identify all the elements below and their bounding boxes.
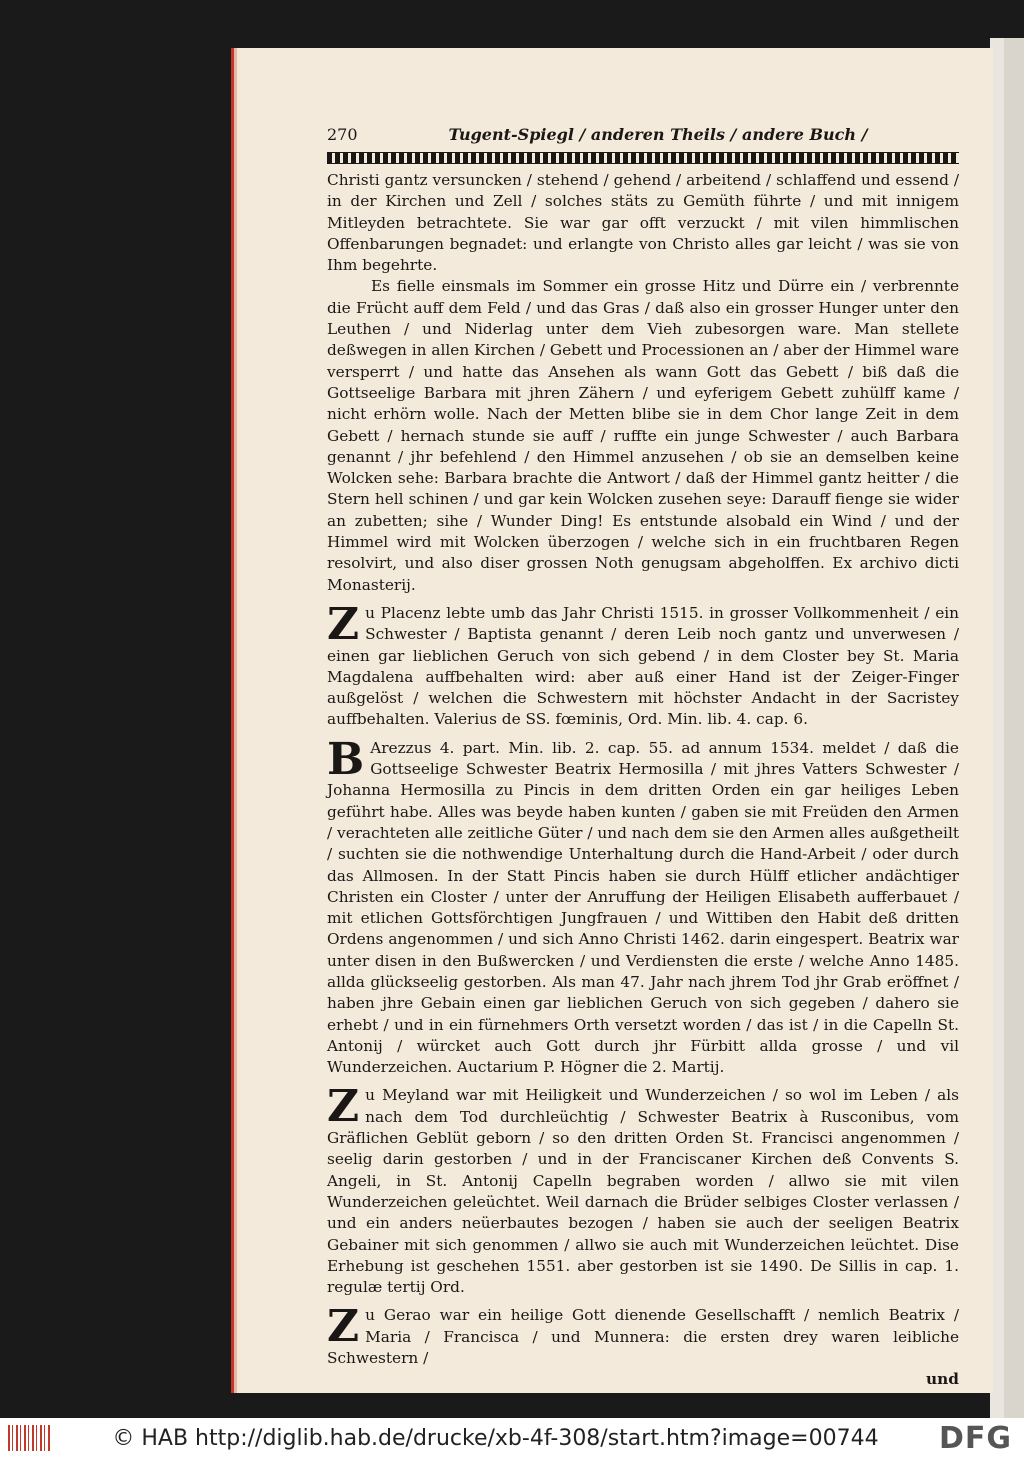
entry-text: Arezzus 4. part. Min. lib. 2. cap. 55. ad annum 1534. meldet / daß die Gottseelige Schwester Beatrix Hermosilla / mit jhres Vatters Schwester / Johanna Hermosilla zu Pincis in dem dritten Orden ein gar heiliges Leben geführt habe. Alles was beyde haben kunten / gaben sie mit Freüden den Armen / verachteten alle zeitliche Güter / und nach dem sie den Armen alles außgetheilt / suchten sie die nothwendige Unterhaltung durch die Hand-Arbeit / oder durch das Allmosen. In der Statt Pincis haben sie durch Hülff etlicher andächtiger Christen ein Closter / unter der Anruffung der Heiligen Elisabeth aufferbauet / mit etlichen Gottsförchtigen Jungfrauen / und Wittiben den Habit deß dritten Ordens angenommen / und sich Anno Christi 1462. darin eingespert. Beatrix war unter disen in den Bußwercken / und Verdiensten die erste / welche Anno 1485. allda glückseelig gestorben. Als man 47. Jahr nach jhrem Tod jhr Grab eröffnet / haben jhre Gebain einen gar lieblichen Geruch von sich gegeben / dahero sie erhebt / und in ein fürnehmers Orth versetzt worden / das ist / in die Capelln St. Antonij / würcket auch Gott durch jhr Fürbitt allda grosse / und vil Wunderzeichen. Auctarium P. Högner die 2. Martij. bbox=[327, 738, 959, 1077]
paragraph-drought-miracle: Es fielle einsmals im Sommer ein grosse Hitz und Dürre ein / verbrennte die Frücht auff dem Feld / und das Gras / daß also ein grosser Hunger unter den Leuthen / und Niderlag unter dem Vieh zubesorgen ware. Man stellete deßwegen in allen Kirchen / Gebett und Processionen an / aber der Himmel ware versperrt / und hatte das Ansehen als wann Gott das Gebett / biß daß die Gottseelige Barbara mit jhren Zähern / und eyferigem Gebett zuhülff kame / nicht erhörn wolle. Nach der Metten blibe sie in dem Chor lange Zeit in dem Gebett / hernach stunde sie auff / ruffte ein junge Schwester / auch Barbara genannt / jhr befehlend / den Himmel anzusehen / ob sie an demselben keine Wolcken sehe: Barbara brachte die Antwort / daß der Himmel gantz heitter / die Stern hell schinen / und gar kein Wolcken zusehen seye: Darauff fienge sie wider an zubetten; sihe / Wunder Ding! Es entstunde alsobald ein Wind / und der Himmel wird mit Wolcken überzogen / welche sich in ein fruchtbaren Regen resolvirt, und also diser grossen Noth genugsam abgeholffen. Ex archivo dicti Monasterij. bbox=[327, 277, 960, 594]
book-page bbox=[231, 48, 993, 1393]
text-block bbox=[327, 124, 959, 1391]
drop-cap: Z bbox=[327, 1301, 360, 1353]
barcode-icon bbox=[8, 1425, 52, 1451]
catchword: und bbox=[926, 1370, 959, 1389]
entry-placenz bbox=[327, 598, 959, 731]
entry-text: u Gerao war ein heilige Gott dienende Gesellschafft / nemlich Beatrix / Maria / Francisca / und Munnera: die ersten drey waren leibliche Schwestern / bbox=[327, 1306, 959, 1368]
footer-credit-link[interactable]: © HAB http://diglib.hab.de/drucke/xb-4f-308/start.htm?image=00744 bbox=[112, 1425, 879, 1451]
drop-cap: Z bbox=[327, 598, 360, 650]
entry-arezzus bbox=[327, 733, 959, 1079]
drop-cap: B bbox=[327, 733, 365, 785]
entry-meyland bbox=[327, 1081, 959, 1298]
paragraph-continuation: Christi gantz versuncken / stehend / gehend / arbeitend / schlaffend und essend / in der Kirchen und Zell / solches stäts zu Gemüth führte / und mit innigem Mitleyden betrachtete. Sie war gar offt verzuckt / mit vilen himmlischen Offenbarungen begnadet: und erlangte von Christo alles gar leicht / was sie von Ihm begehrte. bbox=[327, 171, 959, 275]
next-page-edge-shadow bbox=[1004, 38, 1024, 1418]
entry-gerao bbox=[327, 1301, 959, 1369]
entry-text: u Placenz lebte umb das Jahr Christi 1515. in grosser Vollkommenheit / ein Schwester / Baptista genannt / deren Leib noch gantz und unverwesen / einen gar lieblichen Geruch von sich gebend / in dem Closter bey St. Maria Magdalena auffbehalten wird: aber auß einer Hand ist der Zeiger-Finger außgelöst / welchen die Schwestern mit höchster Andacht in der Sacristey auffbehalten. Valerius de SS. fœminis, Ord. Min. lib. 4. cap. 6. bbox=[327, 603, 959, 729]
drop-cap: Z bbox=[327, 1081, 360, 1133]
page-number: 270 bbox=[327, 125, 358, 144]
dfg-logo: DFG bbox=[938, 1420, 1012, 1456]
running-head bbox=[327, 124, 959, 148]
ornament-rule bbox=[327, 152, 959, 164]
entry-text: u Meyland war mit Heiligkeit und Wunderzeichen / so wol im Leben / als nach dem Tod durchleüchtig / Schwester Beatrix à Rusconibus, vom Gräflichen Geblüt geborn / so den dritten Orden St. Francisci angenommen / seelig darin gestorben / und in der Franciscaner Kirchen deß Convents S. Angeli, in St. Antonij Capelln begraben worden / allwo sie mit vilen Wunderzeichen geleüchtet. Weil darnach die Brüder selbiges Closter verlassen / und ein anders neüerbautes bezogen / haben sie auch der seeligen Beatrix Gebainer mit sich genommen / allwo sie auch mit Wunderzeichen leüchtet. Dise Erhebung ist geschehen 1551. aber gestorben ist sie 1490. De Sillis in cap. 1. regulæ tertij Ord. bbox=[327, 1086, 959, 1297]
running-title: Tugent-Spiegl / anderen Theils / andere Buch / bbox=[448, 125, 868, 144]
viewer-footer bbox=[0, 1418, 1024, 1458]
